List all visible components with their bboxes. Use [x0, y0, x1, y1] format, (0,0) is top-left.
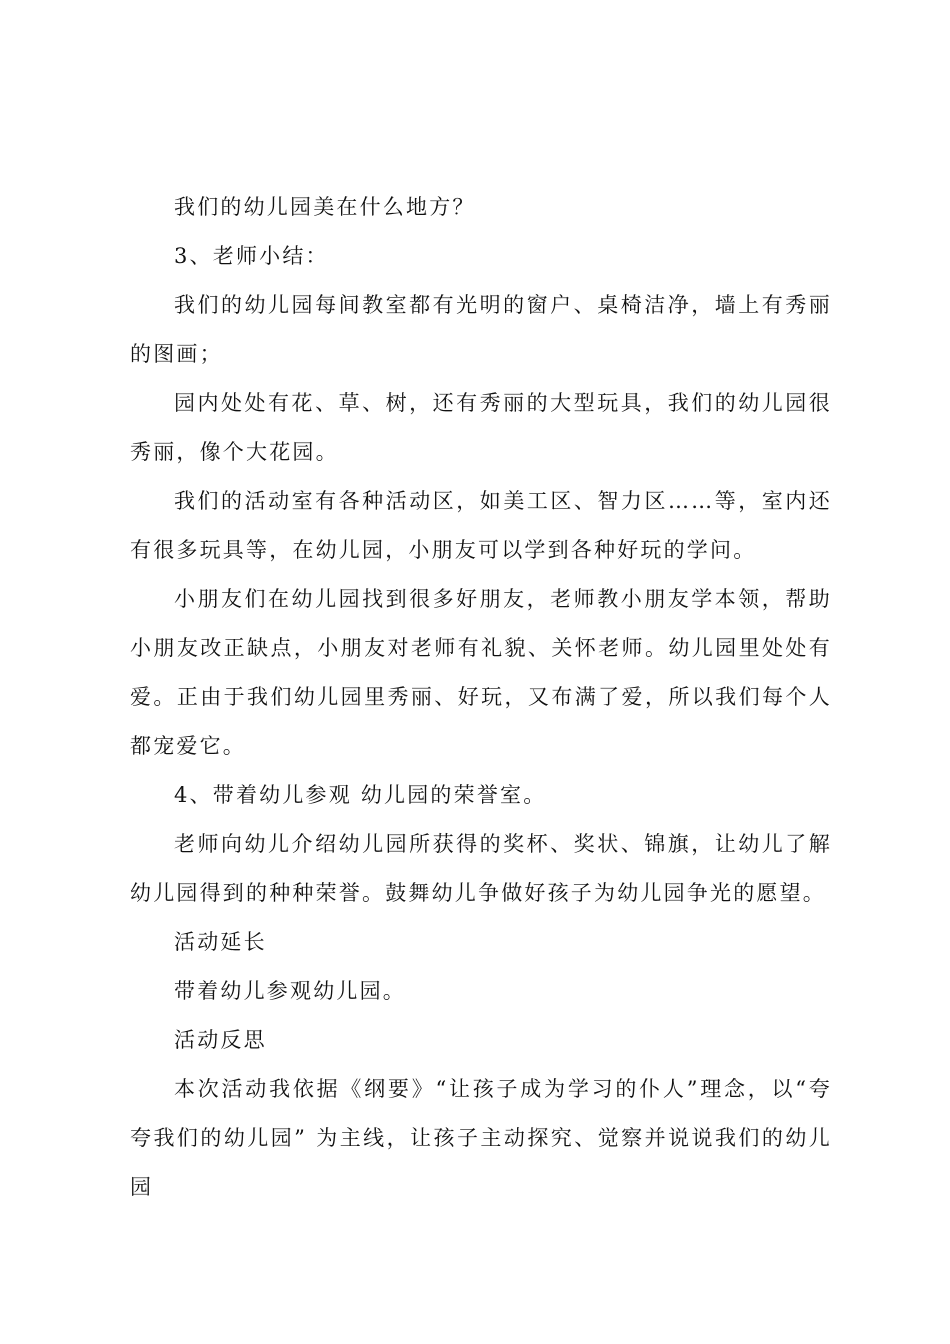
paragraph-extension: 带着幼儿参观幼儿园。 — [174, 979, 406, 1003]
paragraph-classroom: 我们的幼儿园每间教室都有光明的窗户、桌椅洁净，墙上有秀丽的图画； — [130, 293, 832, 366]
paragraph-question: 我们的幼儿园美在什么地方？ — [174, 195, 476, 219]
section-heading-extension: 活动延长 — [174, 930, 267, 954]
section-heading-reflection: 活动反思 — [174, 1028, 267, 1052]
paragraph-step-3-heading: 3、老师小结： — [174, 244, 329, 268]
paragraph-reflection: 本次活动我依据《纲要》“让孩子成为学习的仆人”理念，以“夸夸我们的幼儿园” 为主线，让孩子主动探究、觉察并说说我们的幼儿园 — [130, 1077, 832, 1199]
paragraph-step-4-heading: 4、带着幼儿参观 幼儿园的荣誉室。 — [174, 783, 547, 807]
paragraph-garden: 园内处处有花、草、树，还有秀丽的大型玩具，我们的幼儿园很秀丽，像个大花园。 — [130, 391, 832, 464]
document-body — [130, 183, 832, 1212]
paragraph-activity-room: 我们的活动室有各种活动区，如美工区、智力区……等，室内还有很多玩具等，在幼儿园，小朋友可以学到各种好玩的学问。 — [130, 489, 832, 562]
paragraph-friends: 小朋友们在幼儿园找到很多好朋友，老师教小朋友学本领，帮助小朋友改正缺点，小朋友对老师有礼貌、关怀老师。幼儿园里处处有爱。正由于我们幼儿园里秀丽、好玩，又布满了爱，所以我们每个人都宠爱它。 — [130, 587, 832, 758]
paragraph-honors: 老师向幼儿介绍幼儿园所获得的奖杯、奖状、锦旗，让幼儿了解幼儿园得到的种种荣誉。鼓舞幼儿争做好孩子为幼儿园争光的愿望。 — [130, 832, 832, 905]
